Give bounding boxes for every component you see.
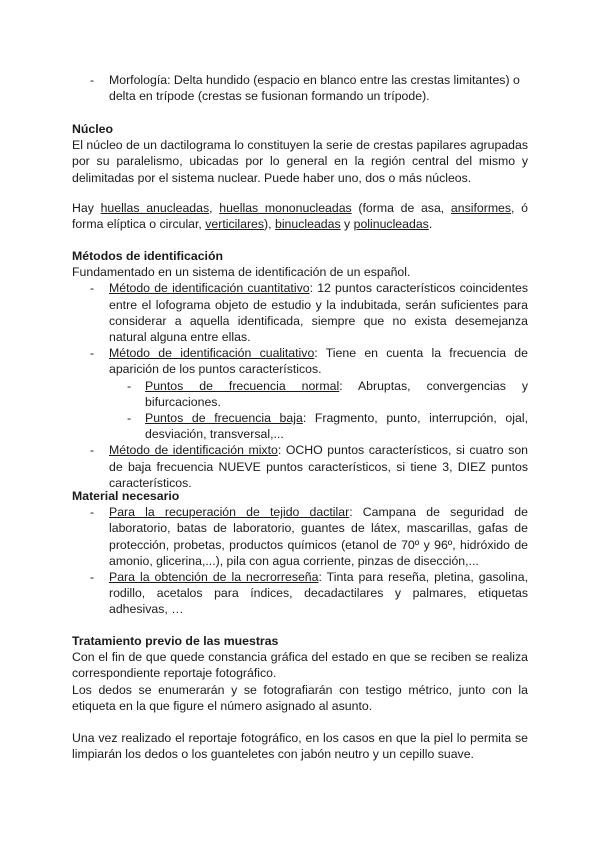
- metodo-cualitativo: - Método de identificación cualitativo: Tiene en cuenta la frecuencia de aparición de los puntos característicos.: [90, 346, 528, 377]
- morfologia-line2: delta en trípode (crestas se fusionan formando un trípode).: [109, 89, 430, 104]
- material-heading: Material necesario: [72, 489, 180, 503]
- type-polinucleadas: polinucleadas: [353, 217, 429, 232]
- material-section: [72, 488, 528, 618]
- metodo-cuantitativo: - Método de identificación cuantitativo: 12 puntos característicos coincidentes entre el lofograma objeto de estudio y la indubitada, serán suficientes para considerar a aquella identificada, siempre que no exista desemejanza natural alguna entre ellas.: [90, 281, 528, 345]
- metodo-mixto: - Método de identificación mixto: OCHO puntos característicos, si cuatro son de baja frecuencia NUEVE puntos característicos, si tiene 3, DIEZ puntos característicos.: [90, 443, 528, 490]
- type-anucleadas: huellas anucleadas: [100, 201, 210, 215]
- tratamiento-p2: Los dedos se enumerarán y se fotografiarán con testigo métrico, junto con la etiqueta en la que figure el número asignado al asunto.: [72, 682, 528, 713]
- type-mononucleadas: huellas mononucleadas: [219, 201, 352, 215]
- metodos-section: [72, 248, 528, 491]
- nucleo-section: [72, 121, 528, 186]
- tratamiento-heading: Tratamiento previo de las muestras: [72, 634, 279, 648]
- nucleo-types: Hay huellas anucleadas, huellas mononucleadas (forma de asa, ansiformes, ó forma elíptica o circular, verticilares), binucleadas y polinucleadas.: [72, 201, 528, 232]
- material-tejido: - Para la recuperación de tejido dactilar: Campana de seguridad de laboratorio, batas de laboratorio, guantes de látex, mascarillas, gafas de protección, probetas, productos químicos (etanol de 70º y 96º, hidróxido de amonio, glicerina,...), pila con agua corriente, pinzas de disección,...: [90, 505, 528, 568]
- type-verticilares: verticilares: [205, 217, 265, 232]
- tratamiento-p3: Una vez realizado el reportaje fotográfico, en los casos en que la piel lo permita se limpiarán los dedos o los guanteletes con jabón neutro y un cepillo suave.: [72, 731, 528, 762]
- tratamiento-section: [72, 633, 528, 714]
- type-binucleadas: binucleadas: [274, 217, 341, 232]
- material-necrorresena: - Para la obtención de la necrorreseña: Tinta para reseña, pletina, gasolina, rodillo, acetalos para índices, decadactilares y palmares, etiquetas adhesivas, …: [90, 570, 528, 617]
- metodos-intro: Fundamentado en un sistema de identificación de un español.: [72, 265, 411, 280]
- nucleo-paragraph: El núcleo de un dactilograma lo constituyen la serie de crestas papilares agrupadas por su paralelismo, ubicadas por lo general en la región central del mismo y delimitadas por el sistema nuclear. Puede haber uno, dos o más núcleos.: [72, 138, 528, 185]
- bullet-dash: -: [90, 73, 95, 87]
- morfologia-item: [72, 72, 528, 104]
- puntos-frecuencia-normal: - Puntos de frecuencia normal: Abruptas, convergencias y bifurcaciones.: [127, 378, 528, 409]
- puntos-frecuencia-baja: - Puntos de frecuencia baja: Fragmento, punto, interrupción, ojal, desviación, transversal,...: [127, 411, 528, 442]
- metodos-heading: Métodos de identificación: [72, 249, 223, 263]
- type-ansiformes: ansiformes: [450, 201, 512, 215]
- morfologia-line1: Morfología: Delta hundido (espacio en blanco entre las crestas limitantes) o: [109, 73, 520, 87]
- tratamiento-p3-block: [72, 730, 528, 762]
- tratamiento-p1: Con el fin de que quede constancia gráfica del estado en que se reciben se realiza correspondiente reportaje fotográfico.: [72, 650, 528, 681]
- nucleo-heading: Núcleo: [72, 122, 113, 136]
